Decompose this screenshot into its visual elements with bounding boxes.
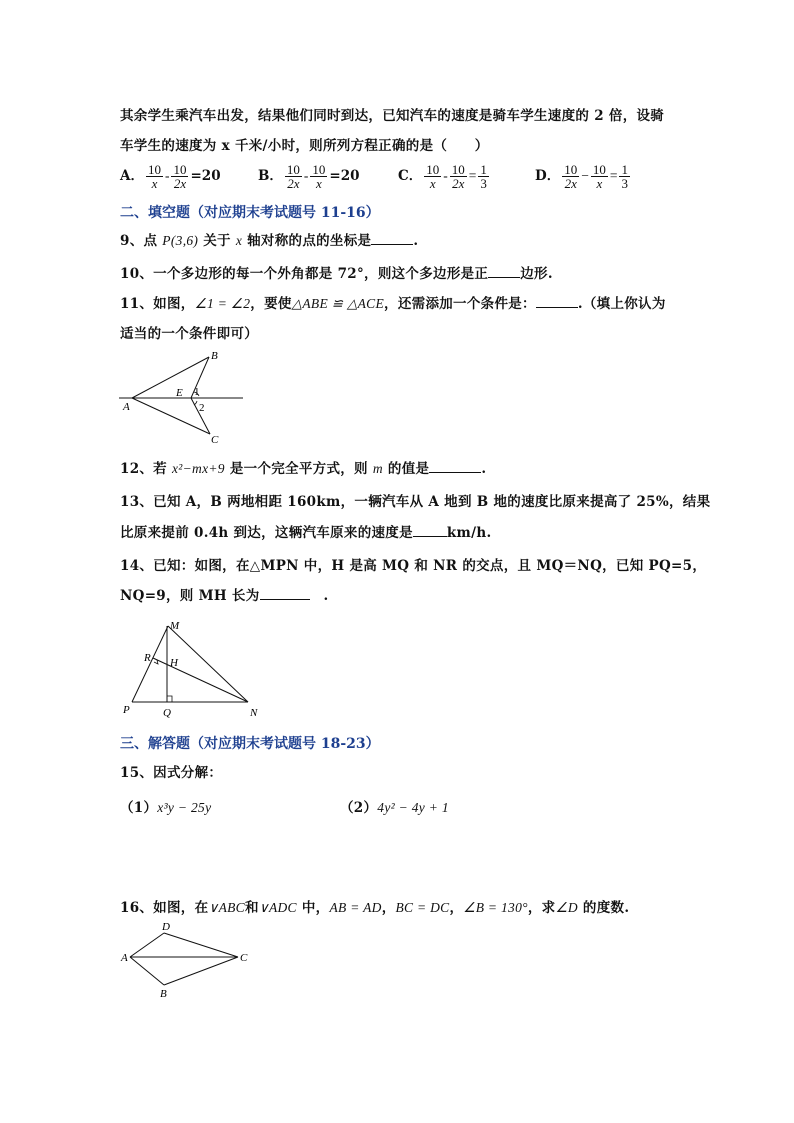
- q13-line2: 比原来提前 0.4h 到达，这辆汽车原来的速度是 km/h.: [120, 525, 492, 541]
- q11-label-a: A: [123, 401, 130, 413]
- q14-label-r: R: [144, 652, 151, 664]
- q12-answer-blank[interactable]: [429, 460, 481, 473]
- q14-label-h: H: [170, 657, 178, 669]
- q13-line1: 13、已知 A，B 两地相距 160km，一辆汽车从 A 地到 B 地的速度比原来提高了 25%，结果: [120, 494, 711, 510]
- q16-figure: [115, 918, 260, 1004]
- q11-line2: 适当的一个条件即可）: [120, 326, 258, 342]
- q14-figure: [115, 616, 265, 722]
- q8-line2: 车学生的速度为 x 千米/小时，则所列方程正确的是（ ）: [120, 138, 489, 154]
- section-2-heading: 二、填空题（对应期末考试题号 11-16）: [120, 205, 380, 221]
- q11-label-c: C: [211, 434, 219, 446]
- q15-part1: （1）x³y − 25y: [120, 800, 212, 816]
- q10: 10、一个多边形的每一个外角都是 72°，则这个多边形是正 边形.: [120, 266, 553, 282]
- q13-answer-blank[interactable]: [413, 524, 447, 537]
- q8-option-b[interactable]: B． $\frac{10}{2x}$ - $\frac{10}{x}$ =20: [258, 162, 360, 191]
- q14-line2: NQ=9，则 MH 长为 .: [120, 588, 329, 604]
- q11-label-b: B: [211, 350, 218, 362]
- q14-answer-blank[interactable]: [260, 587, 310, 600]
- q14-label-q: Q: [163, 707, 171, 719]
- q16-label-b: B: [160, 988, 167, 1000]
- q14-line1: 14、已知：如图，在△MPN 中，H 是高 MQ 和 NR 的交点，且 MQ＝NQ，已知 PQ=5，: [120, 558, 707, 574]
- q11: 11、如图，∠1 = ∠2，要使△ABE ≌ △ACE，还需添加一个条件是： .（填上你认为: [120, 296, 666, 312]
- q11-label-2: 2: [199, 402, 205, 414]
- q15-part2: （2）4y² − 4y + 1: [340, 800, 449, 816]
- q16-label-d: D: [162, 921, 170, 933]
- q16: 16、如图，在∨ABC和∨ADC 中，AB = AD，BC = DC，∠B = 130°，求∠D 的度数.: [120, 900, 630, 916]
- q9-answer-blank[interactable]: [371, 232, 413, 245]
- q16-label-a: A: [121, 952, 128, 964]
- q15-title: 15、因式分解：: [120, 765, 223, 781]
- q11-label-1: 1: [194, 386, 200, 398]
- q11-answer-blank[interactable]: [536, 295, 578, 308]
- q8-line1: 其余学生乘汽车出发，结果他们同时到达，已知汽车的速度是骑车学生速度的 2 倍，设骑: [120, 108, 665, 124]
- q10-answer-blank[interactable]: [488, 265, 520, 278]
- q8-option-a[interactable]: A． $\frac{10}{x}$ - $\frac{10}{2x}$ =20: [120, 162, 221, 191]
- q11-label-e: E: [176, 387, 183, 399]
- q8-option-d[interactable]: D． $\frac{10}{2x}$ − $\frac{10}{x}$ = $\frac{1}{3}$: [535, 162, 628, 191]
- section-3-heading: 三、解答题（对应期末考试题号 18-23）: [120, 736, 380, 752]
- q16-label-c: C: [240, 952, 248, 964]
- q8-option-c[interactable]: C． $\frac{10}{x}$ - $\frac{10}{2x}$ = $\frac{1}{3}$: [398, 162, 487, 191]
- q14-label-n: N: [250, 707, 258, 719]
- q12: 12、若 x²−mx+9 是一个完全平方式，则 m 的值是 .: [120, 461, 487, 477]
- q14-label-m: M: [170, 620, 180, 632]
- q11-figure: [115, 348, 250, 448]
- q9: 9、点 P(3,6) 关于 x 轴对称的点的坐标是 .: [120, 233, 419, 249]
- q14-label-p: P: [123, 704, 130, 716]
